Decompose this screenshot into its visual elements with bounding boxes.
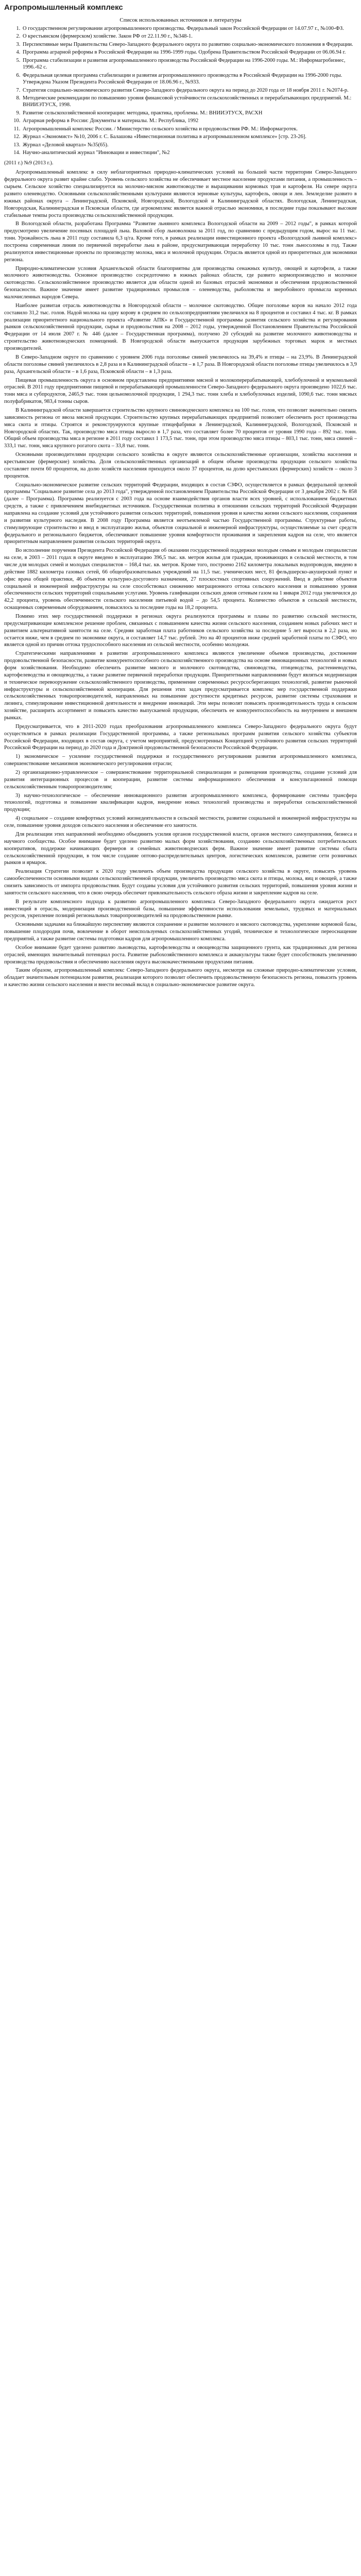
body-paragraph: 4) социальное – создание комфортных условий жизнедеятельности в сельской местности, развитие социальной и инженерной инфраструктуры на селе, повышение уровня доходов сельского населения и обеспечение его занятости. [4,816,357,829]
body-paragraph: 1) экономическое – усиление государственной поддержки и государственного регулирования развития агропромышленного комплекса, совершенствование механизмов экономического регулирования отрасли; [4,754,357,767]
body-paragraph: Особое внимание будет уделено развитию льноводства, картофелеводства и овощеводства защищенного грунта, как традиционных для региона отраслей, имеющих значительный потенциал роста. Развитие рыбохозяйственного комплекса и аквакультуры также будет способствовать увеличению производства продовольствия и обеспечению населения округа высококачественными продуктами питания. [4,944,357,965]
body-paragraph: Во исполнение поручения Президента Российской Федерации об оказании государственной поддержки молодым семьям и молодым специалистам на селе, в 2003 – 2011 годах в округе введено в эксплуатацию 396,5 тыс. кв. метров жилья для граждан, проживающих в сельской местности, в том числе для молодых семей и молодых специалистов – 168,4 тыс. кв. метров. Кроме того, построено 2162 километра локальных водопроводов, введено в действие 1882 километра газовых сетей, 66 общеобразовательных учреждений на 11,5 тыс. ученических мест, 81 фельдшерско-акушерский пункт и офис врача общей практики, 46 объектов культурно-досугового назначения, 27 плоскостных спортивных сооружений. Ввод в действие объектов социальной и инженерной инфраструктуры на селе способствовал снижению миграционного оттока сельского населения и повышению уровня обеспеченности сельских территорий социальными услугами. Уровень газификации сельских домов сетевым газом на 1 января 2012 года увеличился до 42,2 процента, уровень обеспеченности сельского населения питьевой водой – до 54,5 процента. Количество объектов в сельской местности, оснащенных современным оборудованием, повысилось за последние годы на 18,2 процента. [4,548,357,611]
body-paragraph: Агропромышленный комплекс в силу неблагоприятных природно-климатических условий на большей части территории Северо-Западного федерального округа развит крайне слабо. Уровень сельского хозяйства не обеспечивает местное население продуктами питания, а промышленность – сырьем. Сельское хозяйство специализируется на молочно-мясном животноводстве и выращивании кормовых трав и картофеля. На севере округа развито оленеводство. Основными сельскохозяйственными культурами являются зерновые культуры, картофель, овощи и лен. Земледелие развито в южных районах округа – Ленинградской, Псковской, Новгородской, Вологодской и Калининградской областях. Вологодская, Ленинградская, Новгородская, Калининградская и Псковская области, где агрокомплекс является важной отраслью экономики, в последние годы показывают высокие стабильные темпы роста производства сельскохозяйственной продукции. [4,170,357,218]
body-paragraph: В Вологодской области, разработана Программа "Развитие льняного комплекса Вологодской области на 2009 – 2012 годы", в рамках которой предусмотрено увеличение посевных площадей льна. Валовой сбор льноволокна за 2011 год, по сравнению с предыдущим годом, вырос на 11 тыс. тонн. Урожайность льна в 2011 году составила 6,3 ц/га. Кроме того, в рамках реализации инвестиционного проекта «Вологодский льняной комплекс» построена современная линия по первичной переработке льна в районе, предусматривающая переработку 10 тыс. тонн льносоломы в год. Также реализуются инвестиционные проекты по производству молока, мяса и молочной продукции. Отрасль является одной из приоритетных для экономики региона. [4,221,357,263]
source-item: 10. Аграрная реформа в России: Документы и материалы. М.: Республика, 1992 [22,117,357,124]
source-item: 8. Методические рекомендации по повышению уровня финансовой устойчивости сельскохозяйственных и перерабатывающих предприятий. М.: ВНИИЭТУСХ, 1998. [22,95,357,109]
body-paragraph: В Северо-Западном округе по сравнению с уровнем 2006 года поголовье свиней увеличилось на 39,4% и птицы – на 23,9%. В Ленинградской области поголовье свиней увеличилось в 2,8 раза и в Калининградской области – в 1,7 раза. В Новгородской области поголовье птицы увеличилось в 3,9 раза, Архангельской области – в 1,6 раза, Псковской области – в 1,3 раза. [4,354,357,375]
source-item: 7. Стратегия социально-экономического развития Северо-Западного федерального округа на период до 2020 года от 18 ноября 2011 г. №2074-р. [22,87,357,94]
sources-list [4,25,357,156]
source-item: 14. Научно-аналитический журнал "Инновации и инвестиции", №2 [22,149,357,156]
article-body [4,169,357,989]
document-page [0,0,361,995]
sources-note: (2011 г.) №9 (2013 г.). [4,160,54,166]
body-paragraph: Реализация Стратегии позволит к 2020 году увеличить объем производства продукции сельского хозяйства в округе, повысить уровень самообеспеченности основными видами сельскохозяйственной продукции, увеличить производство мяса скота и птицы, молока, яиц и овощей, а также снизить зависимость от импорта продовольствия. Будут созданы условия для устойчивого развития сельских территорий, повышения уровня жизни и занятости сельского населения, что в свою очередь обеспечит привлекательность сельского образа жизни и закрепление кадров на селе. [4,869,357,896]
body-paragraph: Помимо этих мер государственной поддержки в регионах округа реализуются программы и планы по развитию сельской местности, предусматривающие комплексное решение проблем, связанных с повышением качества жизни сельского населения, созданием новых рабочих мест и развитием альтернативной занятости на селе. Средняя заработная плата работников сельского хозяйства за последние 5 лет выросла в 2,2 раза, но остается ниже, чем в среднем по экономике округа, и составляет 14,7 тыс. рублей. Это на 40 процентов ниже средней заработной платы по СЗФО, что является одной из причин оттока трудоспособного населения из сельской местности, особенно молодежи. [4,614,357,648]
body-paragraph: Природно-климатические условия Архангельской области благоприятны для производства сенажных культур, овощей и картофеля, а также молочного животноводства. Основное производство сосредоточено в южных районах области, где развито кормопроизводство и молочное скотоводство. Сельскохозяйственное производство является для области одной из базовых отраслей экономики и обеспечения продовольственной безопасности. Важное значение имеет развитие традиционных промыслов – оленеводства, рыболовства и зверобойного промысла коренных малочисленных народов Севера. [4,265,357,300]
source-item: 4. Программа аграрной реформы в Российской Федерации на 1996-1999 годы. Одобрена Правительством Российской Федерации от 06.06.94 г. [22,49,357,56]
source-item: 3. Перспективные меры Правительства Северо-Западного федерального округа по развитию социально-экономического положения в Федерации. [22,41,357,48]
source-item: 9. Развитие сельскохозяйственной кооперации: методика, практика, проблемы. М.: ВНИИЭТУСХ, РАСХН [22,110,357,116]
source-item: 5. Программа стабилизации и развития агропромышленного производства Российской Федерации на 1996-2000 годы. М.: Информагробизнес, 1996.-62 с. [22,57,357,71]
sources-heading: Список использованных источников и литературы [119,17,242,23]
body-paragraph: Основными производителями продукции сельского хозяйства в округе являются сельскохозяйственные организации, хозяйства населения и крестьянские (фермерские) хозяйства. Доля сельскохозяйственных организаций в общем объеме производства продукции сельского хозяйства составляет почти 60 процентов, на долю хозяйств населения приходится около 37 процентов, на долю крестьянских (фермерских) хозяйств – около 3 процентов. [4,452,357,479]
body-paragraph: 2) организационно-управленческое – совершенствование территориальной специализации и размещения производства, создание условий для развития интеграционных процессов и кооперации, развитие системы информационного обеспечения и консультационной помощи сельскохозяйственным товаропроизводителям; [4,770,357,790]
body-paragraph: Пищевая промышленность округа в основном представлена предприятиями мясной и молокоперерабатывающей, хлебобулочной и мукомольной отраслей. В 2011 году предприятиями пищевой и перерабатывающей промышленности Северо-Западного федерального округа произведено 1022,6 тыс. тонн мяса и субпродуктов, 2465,9 тыс. тонн цельномолочной продукции, 1 294,3 тыс. тонн хлеба и хлебобулочных изделий, 1090,6 тыс. тонн мясных полуфабрикатов, 983,4 тонны сыров. [4,377,357,405]
body-paragraph: В результате комплексного подхода к развитию агропромышленного комплекса Северо-Западного федерального округа ожидается рост инвестиций в отрасль, модернизация производственной базы, повышение эффективности использования земельных, трудовых и материальных ресурсов, укрепление позиций региональных товаропроизводителей на продовольственном рынке. [4,899,357,919]
body-paragraph: 3) научно-технологическое – обеспечение инновационного развития агропромышленного комплекса, формирование системы трансфера технологий, подготовка и повышение квалификации кадров, внедрение новых технологий производства и переработки сельскохозяйственной продукции; [4,792,357,813]
body-paragraph: В Калининградской области завершается строительство крупного свиноводческого комплекса на 100 тыс. голов, что позволит значительно снизить зависимость региона от ввоза мясной продукции. Строительство крупных перерабатывающих предприятий позволяет обеспечить рост производства мяса скота и птицы. Строятся и реконструируются крупные птицефабрики в Ленинградской, Калининградской, Вологодской, Псковской и Новгородской областях. Так, производство мяса птицы выросло в 1,7 раза, что составляет более 70 процентов от уровня 1990 года – 892 тыс. тонн. Общий объем производства мяса в регионе в 2011 году составил 1 173,5 тыс. тонн, при этом производство мяса птицы – 803,1 тыс. тонн, мяса свиней – 333,1 тыс. тонн, мяса крупного рогатого скота – 33,8 тыс. тонн. [4,407,357,449]
body-paragraph: Социально-экономическое развитие сельских территорий Федерации, входящих в состав СЗФО, осуществляется в рамках федеральной целевой программы "Социальное развитие села до 2013 года", утвержденной постановлением Правительства Российской Федерации от 3 декабря 2002 г. № 858 (далее – Программа). Программа реализуется с 2003 года на основе взаимодействия органов власти всех уровней, с использованием бюджетных средств, а также с привлечением внебюджетных источников. Государственная политика в отношении сельских территорий Российской Федерации направлена на создание условий для устойчивого развития сельских территорий, повышения уровня и качества жизни сельского населения, сохранения и развития культурного наследия. В 2008 году Программа является неотъемлемой частью Государственной программы. Структурные работы, стимулирующие строительство и ввод в эксплуатацию жилья, объектов социальной и инженерной инфраструктуры, осуществляемые за счет средств федерального и регионального бюджетов, обеспечивают повышение уровня комфортности проживания и закрепления кадров на селе, что является приоритетным направлением развития сельских территорий округа. [4,482,357,545]
source-item: 12. Журнал «Экономист» №10, 2006 г. С. Балашова «Инвестиционная политика в агропромышленном комплексе» [стр. 23-26]. [22,133,357,140]
source-item: 13. Журнал «Деловой квартал» №35(65). [22,142,357,148]
page-title: Агропромышленный комплекс [4,3,123,12]
body-paragraph: Стратегическими направлениями в развитии агропромышленного комплекса являются увеличение объемов производства, достижение продовольственной безопасности, развитие конкурентоспособного сельскохозяйственного производства на основе инновационных технологий и новых форм хозяйствования. Необходимо обеспечить развитие мясного и молочного скотоводства, свиноводства, птицеводства, растениеводства, картофелеводства и овощеводства, а также развитие первичной переработки продукции. Приоритетными направлениями будут являться модернизация и техническое перевооружение сельскохозяйственного производства, применение современных ресурсосберегающих технологий, развитие рыночной инфраструктуры и сельскохозяйственной кооперации. Для решения этих задач предусматривается комплекс мер государственной поддержки сельскохозяйственных товаропроизводителей, направленных на повышение доступности кредитных ресурсов, развитие системы страхования и лизинга, стимулирование инвестиционной деятельности и внедрение инноваций. Эти меры позволят повысить производительность труда в сельском хозяйстве, расширить ассортимент и повысить качество выпускаемой продукции, обеспечить ее конкурентоспособность на внутреннем и внешнем рынках. [4,651,357,721]
body-paragraph: Наиболее развитая отрасль животноводства в Новгородской области – молочное скотоводство. Общее поголовье коров на начало 2012 года составило 31,2 тыс. голов. Надой молока на одну корову в среднем по сельхозпредприятиям увеличился на 8 процентов и составил 4 тыс. кг. В рамках реализации приоритетного национального проекта «Развитие АПК» и Государственной программы развития сельского хозяйства и регулирования рынков сельскохозяйственной продукции, сырья и продовольствия на 2008 – 2012 годы, утвержденной Постановлением Правительства Российской Федерации от 14 июля 2007 г. № 446 (далее – Государственная программа), получено 20 субсидий на развитие молочного животноводства и строительство животноводческих помещений. В Новгородской области выпускается продукция зарубежных торговых марок и местных производителей. [4,302,357,352]
body-paragraph: Для реализации этих направлений необходимо объединить усилия органов государственной власти, органов местного самоуправления, бизнеса и научного сообщества. Особое внимание будет уделено развитию малых форм хозяйствования, созданию сельскохозяйственных потребительских кооперативов, поддержке начинающих фермеров и семейных животноводческих ферм. Важное значение имеет развитие системы сбыта сельскохозяйственной продукции, в том числе создание оптово-распределительных центров, логистических комплексов, развитие сети розничных рынков и ярмарок. [4,831,357,866]
source-item: 6. Федеральная целевая программа стабилизации и развития агропромышленного производства в Российской Федерации на 1996-2000 годы. Утверждена Указом Президента Российской Федерации от 18.06.96 г., №933. [22,72,357,86]
body-paragraph: Основными задачами на ближайшую перспективу являются сохранение и развитие молочного и мясного скотоводства, укрепление кормовой базы, повышение плодородия почв, вовлечение в оборот неиспользуемых сельскохозяйственных угодий, техническое и технологическое переоснащение предприятий, а также развитие системы подготовки кадров для агропромышленного комплекса. [4,922,357,942]
source-item: 11. Агропромышленный комплекс России. / Министерство сельского хозяйства и продовольствия РФ. М.: Информагротек. [22,126,357,132]
source-item: 1. О государственном регулировании агропромышленного производства. Федеральный закон Российской Федерации от 14.07.97 г., №100-ФЗ. [22,25,357,32]
body-paragraph: Предусматривается, что в 2011-2020 годах преобразования агропромышленного комплекса Северо-Западного федерального округа будут осуществляться в рамках реализации Государственной программы, а также региональных программ развития сельского хозяйства субъектов Российской Федерации, входящих в состав округа, с учетом мероприятий, предусмотренных Концепцией устойчивого развития сельских территорий Российской Федерации на период до 2020 года и Доктриной продовольственной безопасности Российской Федерации. [4,723,357,751]
body-paragraph: Таким образом, агропромышленный комплекс Северо-Западного федерального округа, несмотря на сложные природно-климатические условия, обладает значительным потенциалом развития, реализация которого позволит обеспечить продовольственную безопасность региона, повысить уровень и качество жизни сельского населения и внести весомый вклад в социально-экономическое развитие округа. [4,968,357,988]
source-item: 2. О крестьянском (фермерском) хозяйстве. Закон РФ от 22.11.90 г., №348-1. [22,33,357,40]
